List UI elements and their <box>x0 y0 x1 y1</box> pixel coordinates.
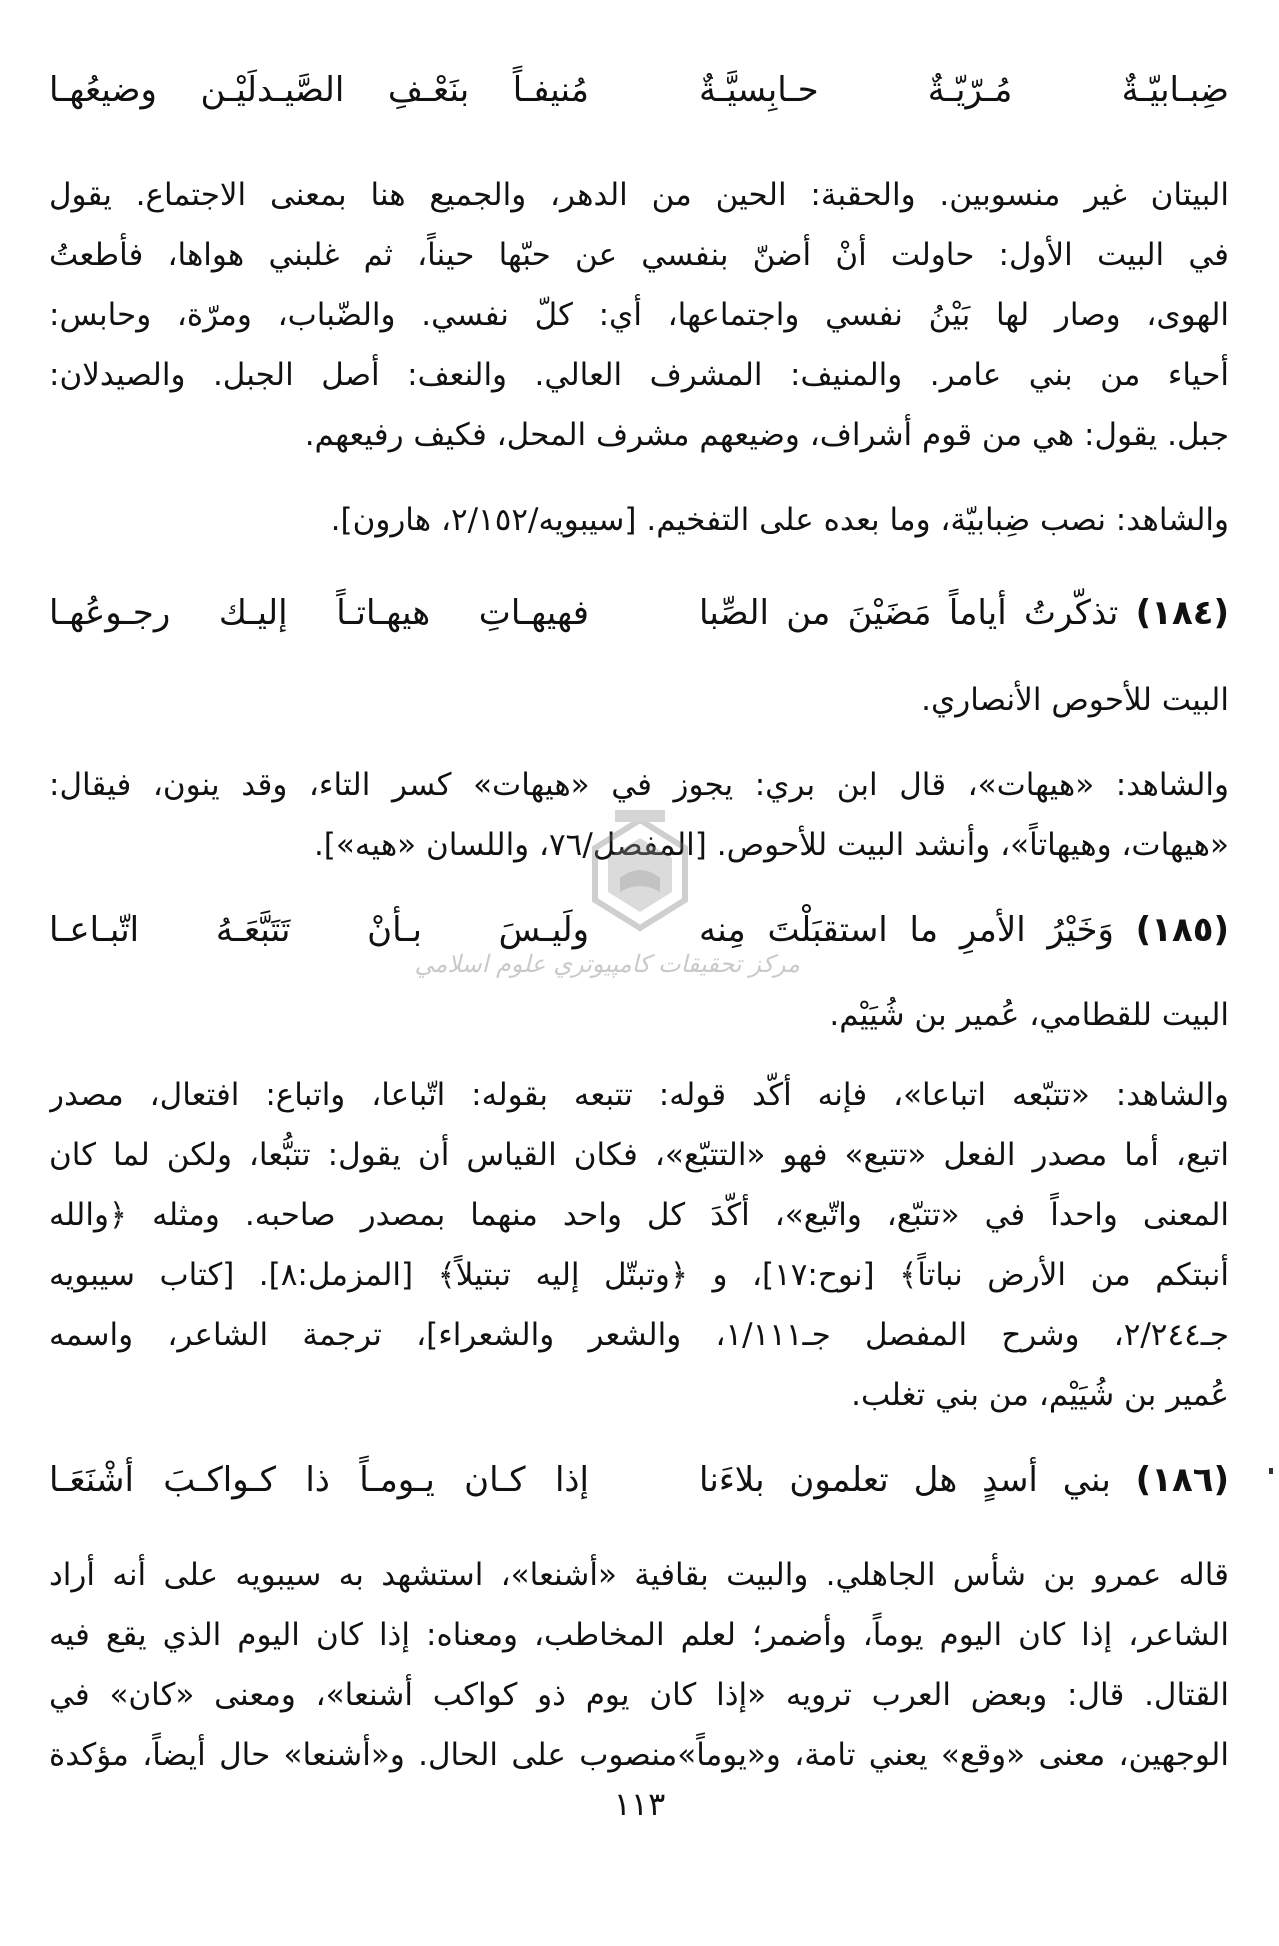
verse-number: (١٨٥) <box>1135 910 1229 950</box>
attribution-line: البيت للقطامي، عُمير بن شُيَيْم. <box>829 997 1229 1033</box>
shahid-line: المعنى واحداً في «تتبّع، واتّبع»، أكّدَ كل واحد منهما بمصدر صاحبه. ومثله ﴿والله <box>49 1197 1229 1233</box>
hemistich-first: ضِبـابيّـةٌ مُـرّيّـةٌ حـابِسيَّـةٌ <box>699 70 1229 110</box>
commentary-line: في البيت الأول: حاولت أنْ أضنّ بنفسي عن حبّها حيناً، ثم غلبني هواها، فأطعتُ <box>49 237 1229 273</box>
commentary-line: أحياء من بني عامر. والمنيف: المشرف العالي. والنعف: أصل الجبل. والصيدلان: <box>49 357 1229 393</box>
hemistich-second: فهيهـاتِ هيهـاتـاً إليـك رجـوعُهـا <box>49 593 589 633</box>
hemistich-text: بني أسدٍ هل تعلمون بلاءَنا <box>699 1460 1111 1500</box>
shahid-line: «هيهات، وهيهاتاً»، وأنشد البيت للأحوص. [المفصل/٧٦، واللسان «هيه»]. <box>313 827 1229 863</box>
attribution-line: البيت للأحوص الأنصاري. <box>921 682 1229 718</box>
commentary-line: الهوى، وصار لها بَيْنُ نفسي واجتماعها، أي: كلّ نفسي. والضّباب، ومرّة، وحابس: <box>49 297 1229 333</box>
shahid-line: والشاهد: «هيهات»، قال ابن بري: يجوز في «هيهات» كسر التاء، وقد ينون، فيقال: <box>49 767 1229 803</box>
edge-mark <box>1269 1468 1273 1474</box>
commentary-line: البيتان غير منسوبين. والحقبة: الحين من الدهر، والجميع هنا بمعنى الاجتماع. يقول <box>49 177 1229 213</box>
commentary-line: جبل. يقول: هي من قوم أشراف، وضيعهم مشرف المحل، فكيف رفيعهم. <box>304 417 1229 453</box>
shahid-line: أنبتكم من الأرض نباتاً﴾ [نوح:١٧]، و ﴿وتبتّل إليه تبتيلاً﴾ [المزمل:٨]. [كتاب سيبويه <box>49 1257 1229 1293</box>
commentary-line: الشاعر، إذا كان اليوم يوماً، وأضمر؛ لعلم المخاطب، ومعناه: إذا كان اليوم الذي يقع فيه <box>49 1617 1229 1653</box>
hemistich-second: مُنيفـاً بنَعْـفِ الصَّيـدلَيْـن وضيعُهـا <box>49 70 589 110</box>
hemistich-text: تذكّرتُ أياماً مَضَيْنَ من الصِّبا <box>699 593 1119 633</box>
verse-184 <box>49 578 1229 648</box>
commentary-line: قاله عمرو بن شأس الجاهلي. والبيت بقافية «أشنعا»، استشهد به سيبويه على أنه أراد <box>49 1557 1229 1593</box>
commentary-line: الوجهين، معنى «وقع» يعني تامة، و«يوماً»منصوب على الحال. و«أشنعا» حال أيضاً، مؤكدة <box>49 1737 1229 1773</box>
hemistich-text: وَخَيْرُ الأمرِ ما استقبَلْتَ مِنه <box>699 910 1114 950</box>
header-verse <box>49 55 1229 125</box>
page-number: ١١٣ <box>613 1785 666 1823</box>
commentary-line: القتال. قال: وبعض العرب ترويه «إذا كان يوم ذو كواكب أشنعا»، ومعنى «كان» في <box>49 1677 1229 1713</box>
shahid-line: جـ٢/٢٤٤، وشرح المفصل جـ١/١١١، والشعر والشعراء]، ترجمة الشاعر، واسمه <box>49 1317 1229 1353</box>
shahid-line: اتبع، أما مصدر الفعل «تتبع» فهو «التتبّع»، فكان القياس أن يقول: تتبُّعا، ولكن لما كان <box>49 1137 1229 1173</box>
watermark-caption: مركز تحقيقات كامپيوتري علوم اسلامي <box>414 950 800 978</box>
watermark-logo <box>414 800 800 1060</box>
verse-186 <box>49 1445 1229 1515</box>
verse-number: (١٨٤) <box>1135 593 1229 633</box>
hemistich-second: إذا كـان يـومـاً ذا كـواكـبَ أشْنَعَـا <box>49 1460 589 1500</box>
shahid-line: عُمير بن شُيَيْم، من بني تغلب. <box>851 1377 1229 1413</box>
shahid-line: والشاهد: نصب ضِبابيّة، وما بعده على التفخيم. [سيبويه/٢/١٥٢، هارون]. <box>330 502 1229 538</box>
emblem-icon <box>414 800 800 1060</box>
verse-number: (١٨٦) <box>1135 1460 1230 1500</box>
hemistich-first <box>699 578 1229 648</box>
hemistich-first <box>699 1445 1229 1515</box>
shahid-line: والشاهد: «تتبّعه اتباعا»، فإنه أكّد قوله: تتبعه بقوله: اتّباعا، واتباع: افتعال، مصدر <box>49 1077 1229 1113</box>
hemistich-second: ولَيـسَ بـأنْ تَتَبَّعَـهُ اتّبـاعـا <box>49 910 589 950</box>
